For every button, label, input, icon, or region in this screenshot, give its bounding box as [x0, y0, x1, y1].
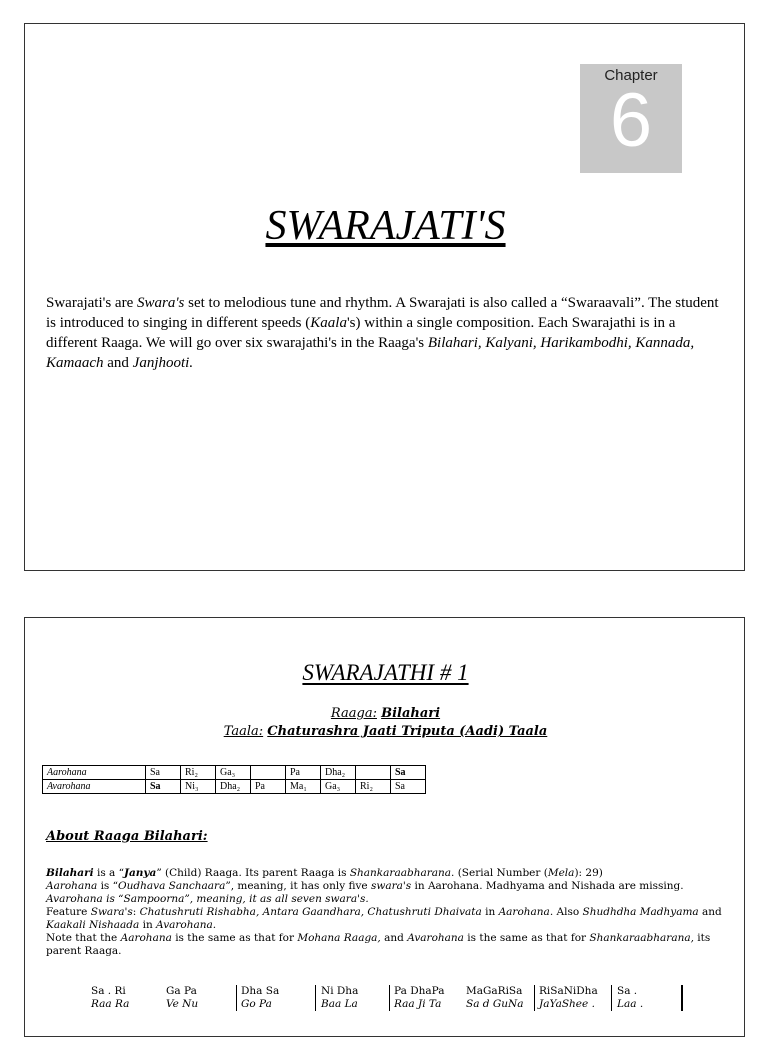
sahitya: JaYaShee .: [539, 998, 595, 1010]
chapter-number: 6: [609, 78, 653, 163]
table-row: [43, 766, 426, 780]
table-cell: Ri₂: [181, 766, 216, 780]
notation-cell: [241, 985, 279, 1011]
about-emph: Aarohana: [120, 932, 172, 944]
chapter-badge: [580, 64, 682, 173]
about-emph: Chatushruti Rishabha, Antara Gaandhara, Chatushruti Dhaivata: [139, 906, 482, 918]
about-text: Feature: [46, 906, 91, 918]
taala-line: [25, 724, 746, 739]
about-text: and: [380, 932, 408, 944]
about-emph: Oudhava Sanchaara: [118, 880, 226, 892]
bar-line: [681, 985, 683, 1011]
intro-emph: Kaala: [310, 315, 347, 331]
table-cell: Ma₁: [286, 780, 321, 794]
intro-text: set to melodious tune and rhythm. A Swarajati is also called a “Swaraavali”. The student is introduced to singing in different speeds (: [46, 295, 719, 331]
about-emph: Avarohana: [407, 932, 464, 944]
about-text: ” (Child) Raaga. Its parent Raaga is: [156, 867, 350, 879]
about-line: [46, 932, 726, 958]
about-line: [46, 867, 726, 880]
notation-cell: [321, 985, 358, 1011]
about-emph: Aarohana.: [498, 906, 554, 918]
swara: Pa DhaPa: [394, 985, 445, 997]
about-text: (Serial Number (: [454, 867, 548, 879]
intro-emph: Janjhooti.: [132, 355, 194, 371]
about-text: is “: [97, 880, 119, 892]
about-text: is a “: [93, 867, 125, 879]
page-2: [24, 617, 745, 1037]
bar-line: [236, 985, 237, 1011]
table-cell: Sa: [391, 766, 426, 780]
bar-line: [389, 985, 390, 1011]
about-emph: Avarohana.: [156, 919, 217, 931]
about-emph: swara's: [370, 880, 412, 892]
about-body: [46, 867, 726, 958]
about-emph: Bilahari: [46, 867, 94, 879]
about-text: its parent Raaga.: [46, 932, 711, 957]
intro-emph: Swara's: [137, 295, 185, 311]
about-emph: is “Sampoorna”, meaning, it as all seven swara's.: [102, 893, 369, 905]
about-emph: Mohana Raaga,: [297, 932, 381, 944]
about-text: and: [698, 906, 722, 918]
chapter-label: Chapter: [604, 67, 658, 84]
about-text: ”, meaning, it has only five: [225, 880, 371, 892]
intro-emph: Bilahari, Kalyani, Harikambodhi, Kannada, Kamaach: [46, 335, 695, 371]
table-cell: Ri₂: [356, 780, 391, 794]
about-emph: Shankaraabharana,: [589, 932, 694, 944]
table-cell: [251, 766, 286, 780]
about-text: in: [481, 906, 499, 918]
about-heading: About Raaga Bilahari:: [46, 829, 208, 844]
raaga-value: Bilahari: [381, 706, 441, 721]
about-emph: Shankaraabharana.: [349, 867, 455, 879]
page-1: [24, 23, 745, 571]
sahitya: Laa .: [617, 998, 644, 1010]
table-cell: Sa: [146, 766, 181, 780]
table-cell: Pa: [286, 766, 321, 780]
about-emph: Avarohana: [46, 893, 103, 905]
table-cell: Pa: [251, 780, 286, 794]
about-text: Note that the: [46, 932, 121, 944]
sahitya: Go Pa: [241, 998, 272, 1010]
sahitya: Baa La: [321, 998, 358, 1010]
about-emph: Kaakali Nishaada: [46, 919, 140, 931]
about-text: is the same as that for: [463, 932, 590, 944]
table-cell: Sa: [146, 780, 181, 794]
about-text: is the same as that for: [171, 932, 298, 944]
about-text: Also: [553, 906, 583, 918]
intro-paragraph: [46, 293, 726, 373]
about-emph: Janya: [124, 867, 157, 879]
notation-cell: [466, 985, 523, 1011]
raaga-label: Raaga:: [330, 706, 377, 721]
bar-line: [315, 985, 316, 1011]
table-cell: Dha₂: [216, 780, 251, 794]
swara: Sa . Ri: [91, 985, 126, 997]
swara: Ga Pa: [166, 985, 197, 997]
about-emph: Aarohana: [46, 880, 98, 892]
table-row: [43, 780, 426, 794]
about-emph: Mela: [547, 867, 575, 879]
notation-cell: [617, 985, 643, 1011]
about-text: :: [132, 906, 140, 918]
notation-cell: [91, 985, 129, 1011]
about-emph: Swara's: [90, 906, 133, 918]
section-title: SWARAJATHI # 1: [302, 660, 469, 685]
table-cell: Ga₃: [321, 780, 356, 794]
about-text: in Aarohana. Madhyama and Nishada are missing.: [411, 880, 684, 892]
taala-label: Taala:: [223, 724, 264, 739]
swara: Dha Sa: [241, 985, 280, 997]
about-text: ): 29): [574, 867, 603, 879]
table-cell: Ni₃: [181, 780, 216, 794]
swara: MaGaRiSa: [466, 985, 523, 997]
intro-text: and: [103, 355, 133, 371]
intro-text: Swarajati's are: [46, 295, 137, 311]
bar-line: [611, 985, 612, 1011]
table-cell: [356, 766, 391, 780]
raaga-line: [25, 706, 746, 721]
chapter-title: SWARAJATI'S: [265, 203, 506, 249]
row-label: Avarohana: [43, 780, 146, 794]
notation-cell: [394, 985, 445, 1011]
row-label: Aarohana: [43, 766, 146, 780]
bar-line: [534, 985, 535, 1011]
taala-value: Chaturashra Jaati Triputa (Aadi) Taala: [267, 724, 548, 739]
table-cell: Ga₃: [216, 766, 251, 780]
sahitya: Ve Nu: [166, 998, 199, 1010]
notation-cell: [539, 985, 598, 1011]
table-cell: Sa: [391, 780, 426, 794]
sahitya: Sa d GuNa: [466, 998, 524, 1010]
swara: Sa .: [617, 985, 638, 997]
about-emph: Shudhdha Madhyama: [582, 906, 699, 918]
table-cell: Dha₂: [321, 766, 356, 780]
scale-table: [42, 765, 426, 794]
swara: Ni Dha: [321, 985, 359, 997]
swara: RiSaNiDha: [539, 985, 598, 997]
notation-cell: [166, 985, 198, 1011]
about-line: [46, 880, 726, 906]
sahitya: Raa Ji Ta: [394, 998, 442, 1010]
about-text: in: [139, 919, 157, 931]
sahitya: Raa Ra: [91, 998, 130, 1010]
intro-text: 's) within a single composition. Each Swarajathi is in a different Raaga. We will go over six swarajathi's in the Raaga's: [46, 315, 676, 351]
about-line: [46, 906, 726, 932]
